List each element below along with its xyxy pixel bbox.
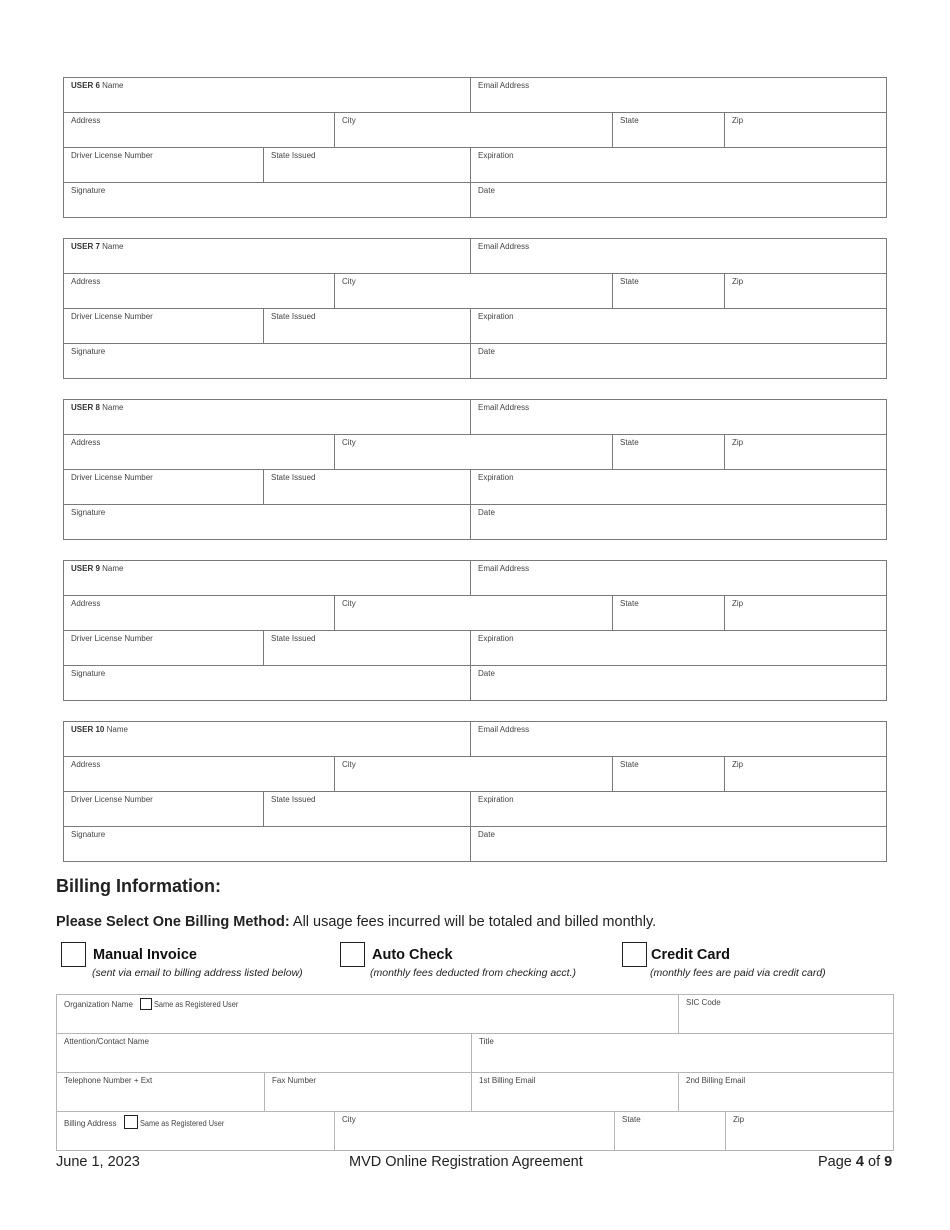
user-block-7 <box>63 238 887 378</box>
state-issued-field[interactable] <box>263 469 471 505</box>
address-label: Address <box>71 599 101 608</box>
billing-instruction-text: All usage fees incurred will be totaled and billed monthly. <box>289 914 657 930</box>
manual-invoice-note: (sent via email to billing address listed below) <box>92 967 303 979</box>
date-field[interactable] <box>470 826 887 862</box>
zip-field[interactable] <box>724 273 887 309</box>
state-label: State <box>620 599 639 608</box>
email-label: Email Address <box>478 725 530 734</box>
user-block-6 <box>63 77 887 217</box>
expiration-label: Expiration <box>478 151 514 160</box>
state-label: State <box>620 438 639 447</box>
dl-label: Driver License Number <box>71 473 153 482</box>
state-field[interactable] <box>612 434 725 470</box>
dl-label: Driver License Number <box>71 634 153 643</box>
billing-address-field[interactable] <box>56 1111 335 1151</box>
zip-label: Zip <box>732 599 744 608</box>
state-label: State <box>620 760 639 769</box>
billing-instruction <box>56 914 656 930</box>
date-label: Date <box>478 830 495 839</box>
state-issued-label: State Issued <box>271 634 316 643</box>
state-field[interactable] <box>612 273 725 309</box>
auto-check-label: Auto Check <box>372 947 453 963</box>
expiration-label: Expiration <box>478 312 514 321</box>
zip-field[interactable] <box>724 434 887 470</box>
signature-field[interactable] <box>63 504 471 540</box>
billing-heading: Billing Information: <box>56 876 221 896</box>
user-block-8 <box>63 399 887 539</box>
email-address-field[interactable] <box>470 560 887 596</box>
signature-field[interactable] <box>63 665 471 701</box>
user-block-10 <box>63 721 887 861</box>
zip-field[interactable] <box>724 112 887 148</box>
user-name-field[interactable] <box>63 560 471 596</box>
auto-check-checkbox[interactable] <box>340 942 365 967</box>
user-name-field[interactable] <box>63 399 471 435</box>
state-issued-label: State Issued <box>271 795 316 804</box>
user-label: USER 10 <box>71 725 105 734</box>
manual-invoice-checkbox[interactable] <box>61 942 86 967</box>
user-label: USER 8 <box>71 403 100 412</box>
expiration-field[interactable] <box>470 791 887 827</box>
driver-license-field[interactable] <box>63 147 264 183</box>
name-label: Name <box>102 242 124 251</box>
date-label: Date <box>478 347 495 356</box>
credit-card-note: (monthly fees are paid via credit card) <box>650 967 826 979</box>
user-label: USER 7 <box>71 242 100 251</box>
billing-email-1-label: 1st Billing Email <box>479 1076 536 1085</box>
city-field[interactable] <box>334 112 613 148</box>
city-label: City <box>342 760 356 769</box>
email-label: Email Address <box>478 403 530 412</box>
address-field[interactable] <box>63 756 335 792</box>
billing-email-1-field[interactable] <box>471 1072 679 1112</box>
organization-name-field[interactable] <box>56 994 679 1034</box>
footer-page-of: of <box>863 1154 885 1170</box>
email-address-field[interactable] <box>470 238 887 274</box>
telephone-field[interactable] <box>56 1072 265 1112</box>
address-field[interactable] <box>63 595 335 631</box>
state-issued-field[interactable] <box>263 147 471 183</box>
city-field[interactable] <box>334 273 613 309</box>
auto-check-note: (monthly fees deducted from checking acct.) <box>370 967 577 979</box>
dl-label: Driver License Number <box>71 151 153 160</box>
date-label: Date <box>478 186 495 195</box>
billing-table <box>56 994 894 1151</box>
zip-label: Zip <box>732 438 744 447</box>
state-field[interactable] <box>612 595 725 631</box>
state-label: State <box>620 116 639 125</box>
state-issued-label: State Issued <box>271 473 316 482</box>
expiration-field[interactable] <box>470 630 887 666</box>
email-address-field[interactable] <box>470 77 887 113</box>
state-issued-label: State Issued <box>271 312 316 321</box>
footer-date: June 1, 2023 <box>56 1154 140 1170</box>
expiration-field[interactable] <box>470 147 887 183</box>
email-address-field[interactable] <box>470 721 887 757</box>
user-name-field[interactable] <box>63 238 471 274</box>
city-label: City <box>342 277 356 286</box>
credit-card-label: Credit Card <box>651 947 730 963</box>
state-field[interactable] <box>612 112 725 148</box>
footer-page-number <box>818 1154 892 1170</box>
name-label: Name <box>102 564 124 573</box>
driver-license-field[interactable] <box>63 630 264 666</box>
expiration-label: Expiration <box>478 473 514 482</box>
name-label: Name <box>102 403 124 412</box>
billing-state-field[interactable] <box>614 1111 726 1151</box>
zip-label: Zip <box>732 760 744 769</box>
expiration-label: Expiration <box>478 795 514 804</box>
city-field[interactable] <box>334 595 613 631</box>
address-label: Address <box>71 438 101 447</box>
signature-label: Signature <box>71 186 106 195</box>
org-same-as-registered-label: Same as Registered User <box>154 1000 239 1009</box>
city-label: City <box>342 116 356 125</box>
billing-city-label: City <box>342 1115 356 1124</box>
address-label: Address <box>71 116 101 125</box>
signature-label: Signature <box>71 830 106 839</box>
expiration-field[interactable] <box>470 308 887 344</box>
signature-label: Signature <box>71 347 106 356</box>
signature-field[interactable] <box>63 826 471 862</box>
zip-label: Zip <box>732 277 744 286</box>
signature-field[interactable] <box>63 182 471 218</box>
attention-contact-field[interactable] <box>56 1033 472 1073</box>
state-field[interactable] <box>612 756 725 792</box>
footer-page-total: 9 <box>884 1154 893 1170</box>
email-label: Email Address <box>478 242 530 251</box>
user-name-field[interactable] <box>63 77 471 113</box>
expiration-field[interactable] <box>470 469 887 505</box>
title-field[interactable] <box>471 1033 894 1073</box>
title-label: Title <box>479 1037 494 1046</box>
billing-city-field[interactable] <box>334 1111 615 1151</box>
billing-state-label: State <box>622 1115 641 1124</box>
fax-number-label: Fax Number <box>272 1076 317 1085</box>
name-label: Name <box>106 725 128 734</box>
org-same-as-registered-checkbox[interactable] <box>140 998 152 1010</box>
date-field[interactable] <box>470 182 887 218</box>
sic-code-label: SIC Code <box>686 998 721 1007</box>
name-label: Name <box>102 81 124 90</box>
driver-license-field[interactable] <box>63 791 264 827</box>
date-field[interactable] <box>470 504 887 540</box>
billing-address-label: Billing Address <box>64 1119 117 1128</box>
dl-label: Driver License Number <box>71 795 153 804</box>
footer-page-current: 4 <box>855 1154 864 1170</box>
billing-same-as-registered-label: Same as Registered User <box>139 1119 225 1128</box>
billing-email-2-field[interactable] <box>678 1072 894 1112</box>
zip-field[interactable] <box>724 595 887 631</box>
driver-license-field[interactable] <box>63 469 264 505</box>
user-label: USER 9 <box>71 564 100 573</box>
state-issued-field[interactable] <box>263 630 471 666</box>
address-field[interactable] <box>63 112 335 148</box>
user-block-9 <box>63 560 887 700</box>
date-label: Date <box>478 508 495 517</box>
billing-instruction-bold: Please Select One Billing Method: <box>56 914 290 930</box>
dl-label: Driver License Number <box>71 312 153 321</box>
driver-license-field[interactable] <box>63 308 264 344</box>
telephone-label: Telephone Number + Ext <box>64 1076 153 1085</box>
city-field[interactable] <box>334 756 613 792</box>
state-label: State <box>620 277 639 286</box>
billing-zip-label: Zip <box>733 1115 745 1124</box>
signature-label: Signature <box>71 669 106 678</box>
email-label: Email Address <box>478 81 530 90</box>
zip-field[interactable] <box>724 756 887 792</box>
state-issued-label: State Issued <box>271 151 316 160</box>
footer-title: MVD Online Registration Agreement <box>349 1154 583 1170</box>
billing-same-as-registered-checkbox[interactable] <box>124 1115 138 1129</box>
state-issued-field[interactable] <box>263 308 471 344</box>
email-address-field[interactable] <box>470 399 887 435</box>
email-label: Email Address <box>478 564 530 573</box>
user-name-field[interactable] <box>63 721 471 757</box>
date-field[interactable] <box>470 343 887 379</box>
address-field[interactable] <box>63 273 335 309</box>
address-label: Address <box>71 277 101 286</box>
attention-contact-label: Attention/Contact Name <box>64 1037 149 1046</box>
footer-page-prefix: Page <box>818 1154 856 1170</box>
zip-label: Zip <box>732 116 744 125</box>
state-issued-field[interactable] <box>263 791 471 827</box>
address-label: Address <box>71 760 101 769</box>
expiration-label: Expiration <box>478 634 514 643</box>
credit-card-checkbox[interactable] <box>622 942 647 967</box>
city-label: City <box>342 438 356 447</box>
city-label: City <box>342 599 356 608</box>
user-label: USER 6 <box>71 81 100 90</box>
date-field[interactable] <box>470 665 887 701</box>
organization-name-label: Organization Name <box>64 1000 133 1009</box>
billing-email-2-label: 2nd Billing Email <box>686 1076 746 1085</box>
city-field[interactable] <box>334 434 613 470</box>
sic-code-field[interactable] <box>678 994 894 1034</box>
fax-number-field[interactable] <box>264 1072 472 1112</box>
signature-field[interactable] <box>63 343 471 379</box>
signature-label: Signature <box>71 508 106 517</box>
date-label: Date <box>478 669 495 678</box>
address-field[interactable] <box>63 434 335 470</box>
manual-invoice-label: Manual Invoice <box>93 947 197 963</box>
billing-zip-field[interactable] <box>725 1111 894 1151</box>
